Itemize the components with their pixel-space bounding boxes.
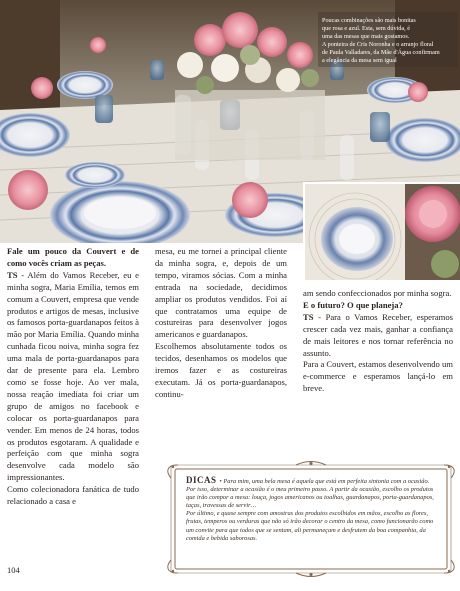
article-column-1: [7, 246, 139, 508]
question-heading: E o futuro? O que planeja?: [303, 299, 403, 310]
photo-caption: [322, 17, 454, 65]
caption-line: a elegância da mesa sem igual: [322, 57, 397, 64]
page-number: 104: [7, 565, 20, 575]
answer-text: - Além do Vamos Receber, eu e minha sogra, Maria Emília, temos em comum a Couvert, empresa que vende produtos e artigos de mesas, inclusive os famosos porta-guardanapos feitos à mão por Maria Emília. Quando minha cunhada ficou noiva, minha sogra fez uma mala de porta-guardanapos para dar de presente para ela. Lembro como se fosse hoje. Ao ver mala, nossa reação imediata foi criar um grupo de amigos no facebook e colocar os porta-guardanapos para vender. Em menos de 24 horas, todos os produtos esgotaram. A qualidade e perfeição com que minha sogra desenvolve cada modelo são impressionantes.: [7, 269, 139, 483]
article-column-2: [155, 246, 287, 401]
paragraph: Como colecionadora fanática de tudo relacionado a casa e: [7, 484, 139, 507]
paragraph: mesa, eu me tornei a principal cliente da minha sogra, e, depois de um tempo, viramos sócias. Com a minha entrada na sociedade, decidimos ampliar os produtos vendidos. Foi aí que contratamos uma equipe de costureiras para desenvolver jogos americanos e guardanapos.: [155, 246, 287, 340]
dicas-box: [166, 460, 456, 578]
plate-and-rose-photo: [303, 182, 460, 280]
paragraph: am sendo confeccionados por minha sogra.: [303, 288, 452, 298]
paragraph: Escolhemos absolutamente todos os tecidos, desenhamos os modelos que iremos fazer e as costureiras executam. Já os porta-guardanapos, continu-: [155, 341, 287, 399]
article-column-3: [303, 288, 453, 395]
speaker-initials: TS: [303, 311, 314, 322]
caption-line: de Paula Valladares, da Mãe d'Água confirmam: [322, 49, 440, 56]
speaker-initials: TS: [7, 269, 18, 280]
answer-text: - Para o Vamos Receber, esperamos crescer cada vez mais, ganhar a confiança de mais leitores e nos tornar referência no assunto.: [303, 311, 453, 358]
caption-line: que rosa e azul. Esta, sem dúvida, é: [322, 25, 410, 32]
question-heading: Fale um pouco da Couvert e de como vocês criam as peças.: [7, 246, 139, 268]
paragraph: Para a Couvert, estamos desenvolvendo um e-commerce e esperamos lançá-lo em breve.: [303, 359, 453, 394]
dicas-title: DICAS: [186, 475, 217, 485]
dicas-paragraph: Por último, e quase sempre com amostras dos produtos escolhidos em mãos, escolho as flores, frutas, temperos ou verduras que não só irão decorar o centro da mesa, como funcionarão como um convite para que todos que se sentam, ali permaneçam e desfrutem da boa companhia, da comida e bebida saborosas.: [186, 510, 434, 542]
caption-line: uma das mesas que mais gostamos.: [322, 33, 410, 40]
caption-line: A ponteira de Cris Noronha e o arranjo floral: [322, 41, 434, 48]
dicas-text: [186, 476, 438, 543]
caption-line: Poucas combinações são mais bonitas: [322, 17, 416, 24]
dicas-paragraph: • Para mim, uma bela mesa é aquela que está em perfeita sintonia com a ocasião. Por isso, determinar a ocasião é o meu primeiro passo. A partir da ocasião, escolho os produtos que irão compor a mesa: louça, jogos americanos ou toalhas, guardanapos, porta-guardanapos, taças, travessas de servir…: [186, 478, 434, 510]
